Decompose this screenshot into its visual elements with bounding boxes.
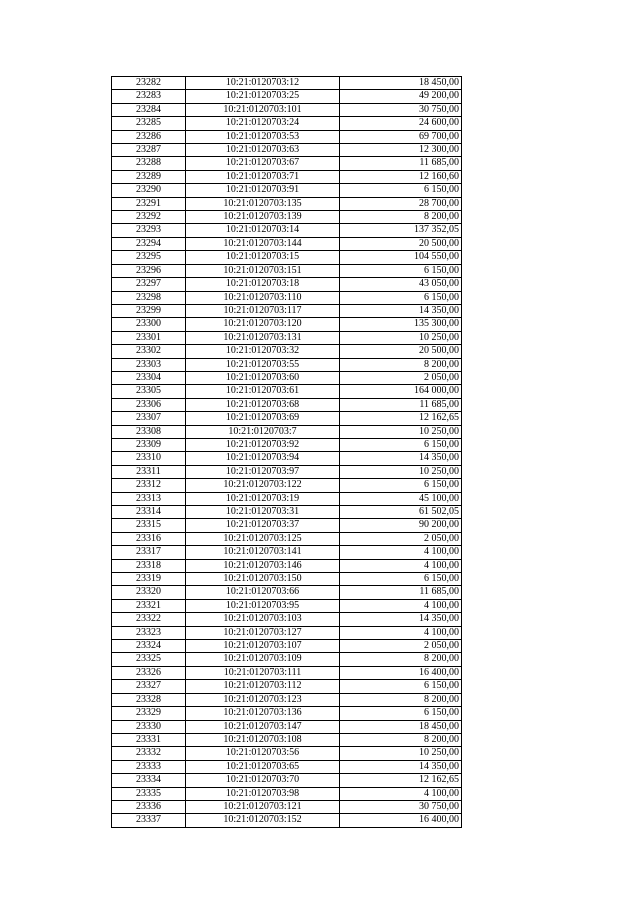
cadastral-number-cell: 10:21:0120703:94 (186, 452, 340, 465)
amount-cell: 11 685,00 (340, 157, 462, 170)
cadastral-number-cell: 10:21:0120703:15 (186, 251, 340, 264)
row-number-cell: 23282 (112, 77, 186, 90)
cadastral-number-cell: 10:21:0120703:65 (186, 760, 340, 773)
row-number-cell: 23336 (112, 800, 186, 813)
cadastral-number-cell: 10:21:0120703:135 (186, 197, 340, 210)
data-table (111, 76, 462, 828)
amount-cell: 4 100,00 (340, 599, 462, 612)
row-number-cell: 23321 (112, 599, 186, 612)
table-row (112, 385, 462, 398)
amount-cell: 6 150,00 (340, 438, 462, 451)
amount-cell: 10 250,00 (340, 331, 462, 344)
row-number-cell: 23305 (112, 385, 186, 398)
table-row (112, 707, 462, 720)
amount-cell: 6 150,00 (340, 264, 462, 277)
amount-cell: 16 400,00 (340, 666, 462, 679)
row-number-cell: 23289 (112, 170, 186, 183)
cadastral-number-cell: 10:21:0120703:60 (186, 371, 340, 384)
amount-cell: 69 700,00 (340, 130, 462, 143)
table-row (112, 774, 462, 787)
row-number-cell: 23327 (112, 680, 186, 693)
table-row (112, 452, 462, 465)
table-row (112, 77, 462, 90)
amount-cell: 12 162,65 (340, 774, 462, 787)
row-number-cell: 23290 (112, 184, 186, 197)
amount-cell: 104 550,00 (340, 251, 462, 264)
table-row (112, 184, 462, 197)
row-number-cell: 23318 (112, 559, 186, 572)
amount-cell: 6 150,00 (340, 479, 462, 492)
cadastral-number-cell: 10:21:0120703:107 (186, 640, 340, 653)
amount-cell: 16 400,00 (340, 814, 462, 827)
row-number-cell: 23303 (112, 358, 186, 371)
cadastral-number-cell: 10:21:0120703:19 (186, 492, 340, 505)
cadastral-number-cell: 10:21:0120703:92 (186, 438, 340, 451)
row-number-cell: 23299 (112, 304, 186, 317)
table-row (112, 371, 462, 384)
row-number-cell: 23319 (112, 573, 186, 586)
cadastral-number-cell: 10:21:0120703:111 (186, 666, 340, 679)
amount-cell: 61 502,05 (340, 506, 462, 519)
row-number-cell: 23296 (112, 264, 186, 277)
row-number-cell: 23322 (112, 613, 186, 626)
cadastral-number-cell: 10:21:0120703:63 (186, 144, 340, 157)
cadastral-number-cell: 10:21:0120703:112 (186, 680, 340, 693)
row-number-cell: 23302 (112, 345, 186, 358)
cadastral-number-cell: 10:21:0120703:68 (186, 398, 340, 411)
cadastral-number-cell: 10:21:0120703:108 (186, 733, 340, 746)
amount-cell: 12 162,65 (340, 412, 462, 425)
row-number-cell: 23316 (112, 532, 186, 545)
amount-cell: 45 100,00 (340, 492, 462, 505)
cadastral-number-cell: 10:21:0120703:91 (186, 184, 340, 197)
row-number-cell: 23333 (112, 760, 186, 773)
amount-cell: 18 450,00 (340, 720, 462, 733)
cadastral-number-cell: 10:21:0120703:120 (186, 318, 340, 331)
amount-cell: 14 350,00 (340, 613, 462, 626)
row-number-cell: 23307 (112, 412, 186, 425)
amount-cell: 2 050,00 (340, 532, 462, 545)
row-number-cell: 23297 (112, 278, 186, 291)
amount-cell: 6 150,00 (340, 573, 462, 586)
table-row (112, 211, 462, 224)
row-number-cell: 23304 (112, 371, 186, 384)
table-row (112, 800, 462, 813)
cadastral-number-cell: 10:21:0120703:101 (186, 103, 340, 116)
row-number-cell: 23301 (112, 331, 186, 344)
table-row (112, 693, 462, 706)
amount-cell: 135 300,00 (340, 318, 462, 331)
table-row (112, 613, 462, 626)
cadastral-number-cell: 10:21:0120703:7 (186, 425, 340, 438)
table-row (112, 278, 462, 291)
cadastral-number-cell: 10:21:0120703:150 (186, 573, 340, 586)
row-number-cell: 23306 (112, 398, 186, 411)
cadastral-number-cell: 10:21:0120703:56 (186, 747, 340, 760)
amount-cell: 20 500,00 (340, 345, 462, 358)
cadastral-number-cell: 10:21:0120703:110 (186, 291, 340, 304)
table-row (112, 666, 462, 679)
amount-cell: 8 200,00 (340, 358, 462, 371)
row-number-cell: 23330 (112, 720, 186, 733)
table-row (112, 559, 462, 572)
amount-cell: 10 250,00 (340, 425, 462, 438)
row-number-cell: 23295 (112, 251, 186, 264)
table-row (112, 519, 462, 532)
row-number-cell: 23285 (112, 117, 186, 130)
amount-cell: 90 200,00 (340, 519, 462, 532)
row-number-cell: 23287 (112, 144, 186, 157)
amount-cell: 2 050,00 (340, 371, 462, 384)
row-number-cell: 23286 (112, 130, 186, 143)
amount-cell: 6 150,00 (340, 291, 462, 304)
row-number-cell: 23300 (112, 318, 186, 331)
table-row (112, 546, 462, 559)
amount-cell: 11 685,00 (340, 586, 462, 599)
table-row (112, 318, 462, 331)
table-row (112, 438, 462, 451)
table-row (112, 747, 462, 760)
table-row (112, 720, 462, 733)
cadastral-number-cell: 10:21:0120703:25 (186, 90, 340, 103)
row-number-cell: 23309 (112, 438, 186, 451)
row-number-cell: 23288 (112, 157, 186, 170)
cadastral-number-cell: 10:21:0120703:152 (186, 814, 340, 827)
amount-cell: 2 050,00 (340, 640, 462, 653)
table-row (112, 398, 462, 411)
amount-cell: 4 100,00 (340, 626, 462, 639)
row-number-cell: 23317 (112, 546, 186, 559)
amount-cell: 4 100,00 (340, 546, 462, 559)
cadastral-number-cell: 10:21:0120703:123 (186, 693, 340, 706)
row-number-cell: 23335 (112, 787, 186, 800)
table-row (112, 640, 462, 653)
row-number-cell: 23314 (112, 506, 186, 519)
table-row (112, 358, 462, 371)
cadastral-number-cell: 10:21:0120703:69 (186, 412, 340, 425)
amount-cell: 137 352,05 (340, 224, 462, 237)
cadastral-number-cell: 10:21:0120703:67 (186, 157, 340, 170)
table-row (112, 425, 462, 438)
row-number-cell: 23294 (112, 237, 186, 250)
amount-cell: 6 150,00 (340, 184, 462, 197)
table-row (112, 599, 462, 612)
table-row (112, 787, 462, 800)
row-number-cell: 23323 (112, 626, 186, 639)
table-row (112, 760, 462, 773)
amount-cell: 8 200,00 (340, 653, 462, 666)
table-row (112, 680, 462, 693)
table-row (112, 626, 462, 639)
row-number-cell: 23313 (112, 492, 186, 505)
table-row (112, 304, 462, 317)
row-number-cell: 23315 (112, 519, 186, 532)
row-number-cell: 23292 (112, 211, 186, 224)
cadastral-number-cell: 10:21:0120703:121 (186, 800, 340, 813)
amount-cell: 8 200,00 (340, 211, 462, 224)
cadastral-number-cell: 10:21:0120703:122 (186, 479, 340, 492)
cadastral-number-cell: 10:21:0120703:95 (186, 599, 340, 612)
row-number-cell: 23329 (112, 707, 186, 720)
table-row (112, 331, 462, 344)
row-number-cell: 23298 (112, 291, 186, 304)
table-row (112, 733, 462, 746)
amount-cell: 43 050,00 (340, 278, 462, 291)
table-row (112, 103, 462, 116)
amount-cell: 18 450,00 (340, 77, 462, 90)
cadastral-number-cell: 10:21:0120703:12 (186, 77, 340, 90)
amount-cell: 8 200,00 (340, 693, 462, 706)
table-row (112, 586, 462, 599)
cadastral-number-cell: 10:21:0120703:151 (186, 264, 340, 277)
amount-cell: 14 350,00 (340, 760, 462, 773)
row-number-cell: 23311 (112, 465, 186, 478)
table-row (112, 506, 462, 519)
row-number-cell: 23326 (112, 666, 186, 679)
table-row (112, 465, 462, 478)
cadastral-number-cell: 10:21:0120703:70 (186, 774, 340, 787)
table-row (112, 412, 462, 425)
cadastral-number-cell: 10:21:0120703:32 (186, 345, 340, 358)
amount-cell: 6 150,00 (340, 707, 462, 720)
amount-cell: 30 750,00 (340, 103, 462, 116)
table-row (112, 573, 462, 586)
amount-cell: 8 200,00 (340, 733, 462, 746)
table-row (112, 251, 462, 264)
table-body (112, 77, 462, 828)
row-number-cell: 23320 (112, 586, 186, 599)
cadastral-number-cell: 10:21:0120703:141 (186, 546, 340, 559)
table-row (112, 197, 462, 210)
amount-cell: 12 300,00 (340, 144, 462, 157)
amount-cell: 14 350,00 (340, 452, 462, 465)
amount-cell: 49 200,00 (340, 90, 462, 103)
amount-cell: 4 100,00 (340, 559, 462, 572)
table-row (112, 653, 462, 666)
amount-cell: 164 000,00 (340, 385, 462, 398)
row-number-cell: 23283 (112, 90, 186, 103)
cadastral-number-cell: 10:21:0120703:71 (186, 170, 340, 183)
cadastral-number-cell: 10:21:0120703:14 (186, 224, 340, 237)
table-row (112, 264, 462, 277)
amount-cell: 14 350,00 (340, 304, 462, 317)
row-number-cell: 23332 (112, 747, 186, 760)
row-number-cell: 23328 (112, 693, 186, 706)
cadastral-number-cell: 10:21:0120703:55 (186, 358, 340, 371)
row-number-cell: 23312 (112, 479, 186, 492)
row-number-cell: 23337 (112, 814, 186, 827)
row-number-cell: 23324 (112, 640, 186, 653)
table-row (112, 144, 462, 157)
cadastral-number-cell: 10:21:0120703:125 (186, 532, 340, 545)
table-row (112, 532, 462, 545)
cadastral-number-cell: 10:21:0120703:24 (186, 117, 340, 130)
amount-cell: 12 160,60 (340, 170, 462, 183)
cadastral-number-cell: 10:21:0120703:139 (186, 211, 340, 224)
amount-cell: 10 250,00 (340, 747, 462, 760)
amount-cell: 4 100,00 (340, 787, 462, 800)
cadastral-number-cell: 10:21:0120703:147 (186, 720, 340, 733)
cadastral-number-cell: 10:21:0120703:18 (186, 278, 340, 291)
table-row (112, 170, 462, 183)
table-row (112, 814, 462, 827)
row-number-cell: 23325 (112, 653, 186, 666)
cadastral-number-cell: 10:21:0120703:131 (186, 331, 340, 344)
cadastral-number-cell: 10:21:0120703:98 (186, 787, 340, 800)
cadastral-number-cell: 10:21:0120703:37 (186, 519, 340, 532)
cadastral-number-cell: 10:21:0120703:31 (186, 506, 340, 519)
table-row (112, 479, 462, 492)
table-row (112, 345, 462, 358)
row-number-cell: 23293 (112, 224, 186, 237)
table-row (112, 237, 462, 250)
row-number-cell: 23331 (112, 733, 186, 746)
cadastral-number-cell: 10:21:0120703:136 (186, 707, 340, 720)
row-number-cell: 23284 (112, 103, 186, 116)
table-row (112, 117, 462, 130)
cadastral-number-cell: 10:21:0120703:103 (186, 613, 340, 626)
row-number-cell: 23291 (112, 197, 186, 210)
table-row (112, 492, 462, 505)
cadastral-number-cell: 10:21:0120703:109 (186, 653, 340, 666)
table-row (112, 90, 462, 103)
cadastral-number-cell: 10:21:0120703:53 (186, 130, 340, 143)
amount-cell: 20 500,00 (340, 237, 462, 250)
amount-cell: 30 750,00 (340, 800, 462, 813)
amount-cell: 6 150,00 (340, 680, 462, 693)
cadastral-number-cell: 10:21:0120703:117 (186, 304, 340, 317)
row-number-cell: 23310 (112, 452, 186, 465)
cadastral-number-cell: 10:21:0120703:66 (186, 586, 340, 599)
amount-cell: 28 700,00 (340, 197, 462, 210)
amount-cell: 11 685,00 (340, 398, 462, 411)
row-number-cell: 23334 (112, 774, 186, 787)
cadastral-number-cell: 10:21:0120703:146 (186, 559, 340, 572)
table-row (112, 224, 462, 237)
table-row (112, 130, 462, 143)
table-row (112, 291, 462, 304)
cadastral-number-cell: 10:21:0120703:61 (186, 385, 340, 398)
table-row (112, 157, 462, 170)
cadastral-number-cell: 10:21:0120703:144 (186, 237, 340, 250)
row-number-cell: 23308 (112, 425, 186, 438)
cadastral-number-cell: 10:21:0120703:97 (186, 465, 340, 478)
cadastral-number-cell: 10:21:0120703:127 (186, 626, 340, 639)
amount-cell: 24 600,00 (340, 117, 462, 130)
amount-cell: 10 250,00 (340, 465, 462, 478)
